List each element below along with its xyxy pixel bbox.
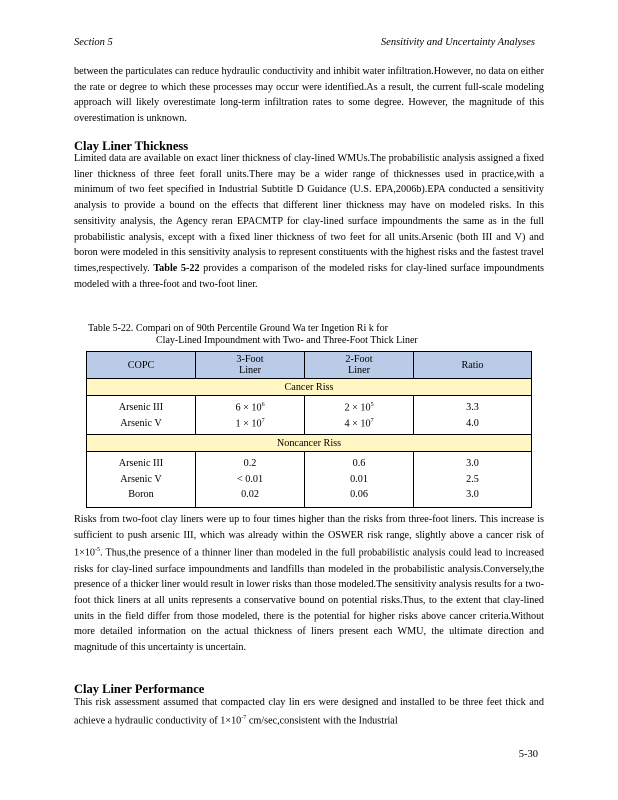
risk-results-paragraph: Risks from two-foot clay liners were up to four times higher than the risks from three-foot liners. This increase is sufficient to push arsenic III, which was already within the OSWER risk range, slightly above a cancer risk of $1\times 10^{-5}$. Thus,the presence of a thinner liner than modeled in the full probabilistic analysis could lead to increased risks for clay-lined surface impoundments and landfills than modeled in the probabilistic analysis.Conversely,the presence of a thicker liner would result in lower risks than those modeled.The sensitivity analysis results for a two-foot thick liners at all units represents a conservative bound on potential risks.Thus, to the extent that clay-lined units in the field differ from those modeled, there is the potential for higher risks above cancer criteria.Without more detailed information on the actual thickness of liners present each WMU, the ultimate direction and magnitude of this uncertainty is uncertain. [74, 514, 544, 654]
heading-clay-liner-performance: Clay Liner Performance [74, 682, 205, 696]
col-copc: COPC [87, 352, 196, 379]
table-row: Arsenic V $1 \times 10^7$ $4 \times 10^7$ 4.0 [87, 416, 532, 435]
heading-clay-liner-thickness: Clay Liner Thickness [74, 139, 189, 153]
table-row: Arsenic III 0.2 0.6 3.0 [87, 452, 532, 472]
table-reference: Table 5-22 [153, 262, 200, 274]
thickness-paragraph: Limited data are available on exact liner thickness of clay-lined WMUs.The probabilistic analysis assigned a fixed liner thickness of three feet forall units.There may be a wider range of thicknesses used in practice,with a minimum of two feet specified in Industrial Subtitle D Guidance (U.S. EPA,2006b).EPA conducted a sensitivity analysis to provide a bound on the effects that different liner thickness may have on modeled risks. In this sensitivity analysis, the Agency reran EPACMTP for clay-lined surface impoundments the same as in the full probabilistic analysis, except with a fixed liner thickness of two feet for all units.Arsenic (both III and V) and boron were modeled in this sensitivity analysis to represent constituents with the highest risks and the fastest travel times,respectively. Table 5-22 provides a comparison of the modeled risks for clay-lined surface impoundments modeled with a three-foot and two-foot liner. [74, 153, 545, 290]
cancer-risk-section: Cancer Riss [87, 379, 532, 396]
performance-paragraph: This risk assessment assumed that compacted clay lin ers were designed and installed to be three feet thick and achieve a hydraulic conductivity of $1\times 10^{-7}$ cm/sec,consistent with the Industrial [74, 697, 544, 727]
table-row: Arsenic V < 0.01 0.01 2.5 [87, 472, 532, 488]
table-row: Arsenic III $6 \times 10^6$ $2 \times 10^5$ 3.3 [87, 396, 532, 416]
risk-comparison-table [86, 351, 532, 508]
noncancer-risk-section: Noncancer Riss [87, 435, 532, 452]
col-two-foot: 2-Foot Liner [305, 352, 414, 379]
page-number: 5-30 [518, 749, 538, 760]
table-row: Boron 0.02 0.06 3.0 [87, 487, 532, 507]
col-three-foot: 3-Foot Liner [196, 352, 305, 379]
table-caption: Table 5-22. Compari on of 90th Percentile Ground Wa ter Ingetion Ri k for Clay-Lined Impoundment with Two- and Three-Foot Thick Liner [88, 323, 418, 346]
intro-paragraph: between the particulates can reduce hydraulic conductivity and inhibit water infiltration.However, no data on either the rate or degree to which these processes may occur were identified.As a result, the current full-scale modeling approach will likely overestimate long-term infiltration rates to some degree. However, the magnitude of this overestimation is unknown. [74, 66, 544, 125]
chapter-title-header: Sensitivity and Uncertainty Analyses [380, 37, 535, 48]
section-header: Section 5 [74, 37, 113, 48]
col-ratio: Ratio [414, 352, 532, 379]
